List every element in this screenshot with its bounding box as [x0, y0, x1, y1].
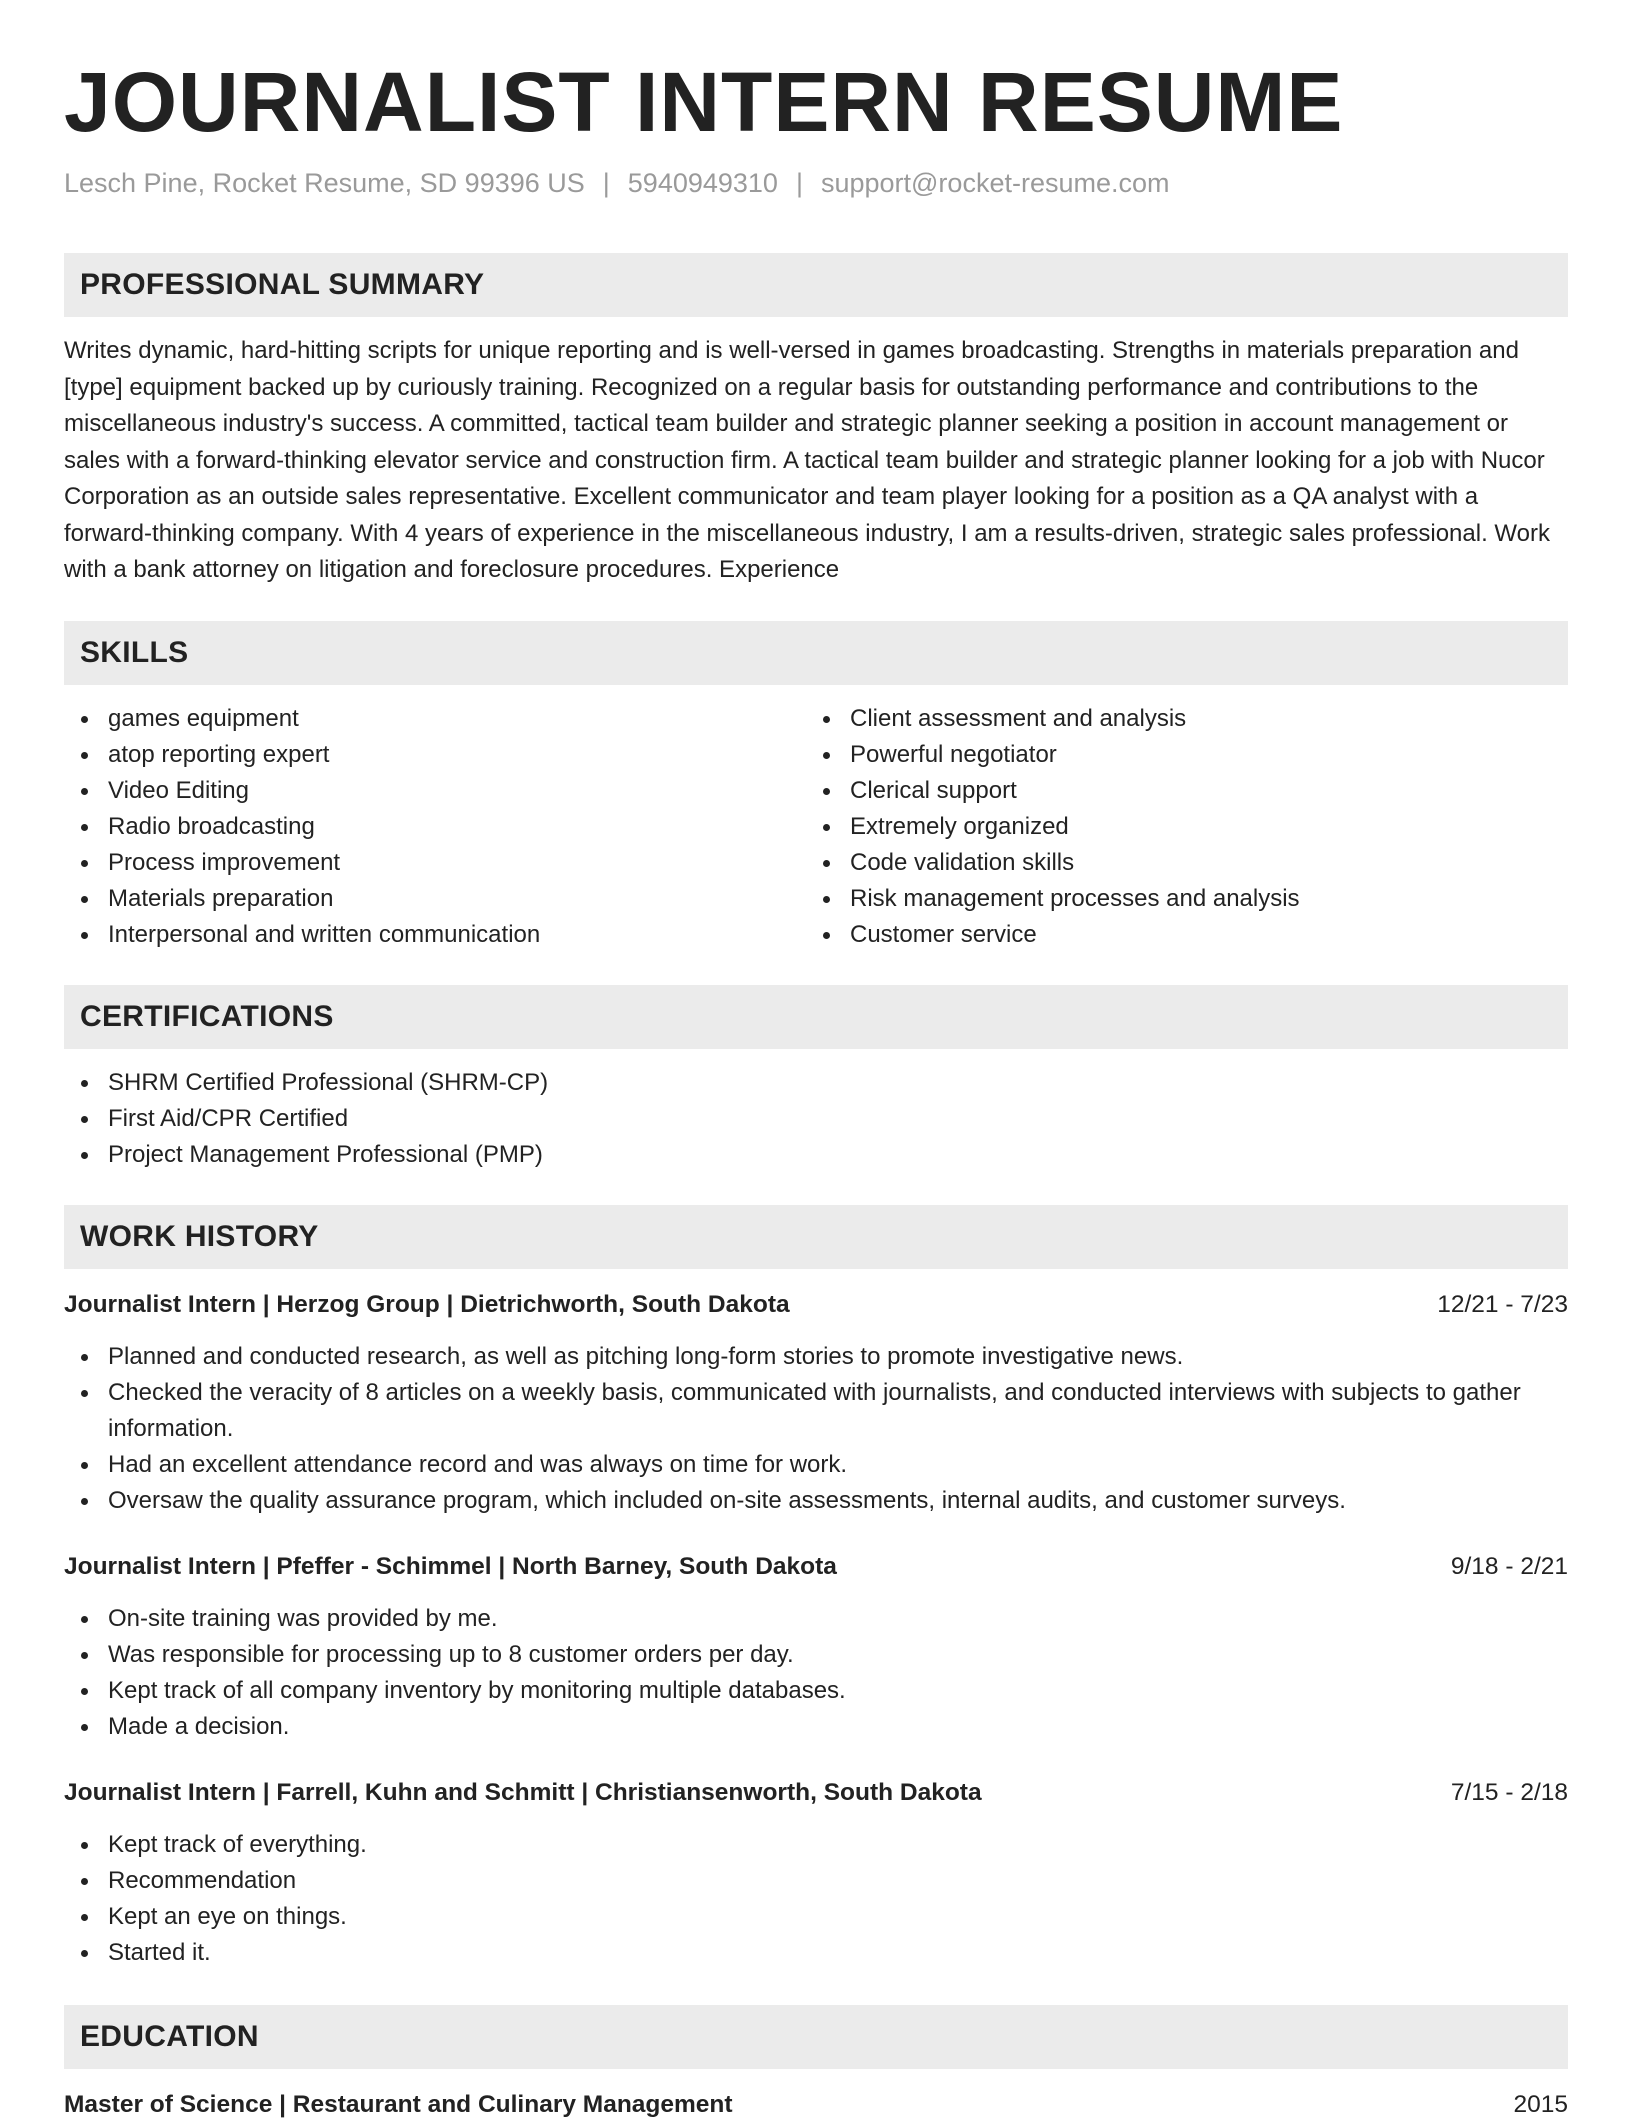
- contact-separator: |: [795, 168, 803, 199]
- job-header: [64, 1775, 1568, 1811]
- contact-address: Lesch Pine, Rocket Resume, SD 99396 US: [64, 168, 585, 199]
- skill-item: Client assessment and analysis: [806, 701, 1548, 737]
- skill-item: games equipment: [64, 701, 806, 737]
- skill-item: Powerful negotiator: [806, 737, 1548, 773]
- job-title: Journalist Intern | Pfeffer - Schimmel | North Barney, South Dakota: [64, 1552, 837, 1580]
- contact-separator: |: [602, 168, 610, 199]
- job-bullet: Oversaw the quality assurance program, which included on-site assessments, internal audits, and customer surveys.: [64, 1483, 1568, 1519]
- skills-section: [64, 621, 1568, 953]
- job-entry: [64, 1549, 1568, 1745]
- job-title: Journalist Intern | Farrell, Kuhn and Schmitt | Christiansenworth, South Dakota: [64, 1778, 982, 1806]
- job-dates: 9/18 - 2/21: [1450, 1552, 1568, 1580]
- summary-heading: PROFESSIONAL SUMMARY: [64, 253, 1568, 317]
- resume-title: JOURNALIST INTERN RESUME: [64, 55, 1344, 149]
- certifications-list: [64, 1065, 1568, 1173]
- job-bullet: Made a decision.: [64, 1709, 1568, 1745]
- skill-item: Extremely organized: [806, 809, 1548, 845]
- skill-item: Risk management processes and analysis: [806, 881, 1548, 917]
- skill-item: Interpersonal and written communication: [64, 917, 806, 953]
- job-title: Journalist Intern | Herzog Group | Dietrichworth, South Dakota: [64, 1290, 790, 1318]
- job-bullet: Kept track of all company inventory by monitoring multiple databases.: [64, 1673, 1568, 1709]
- job-bullets: [64, 1339, 1568, 1519]
- certifications-section: [64, 985, 1568, 1173]
- certifications-heading: CERTIFICATIONS: [64, 985, 1568, 1049]
- skill-item: Clerical support: [806, 773, 1548, 809]
- work-history-heading: WORK HISTORY: [64, 1205, 1568, 1269]
- job-bullet: Recommendation: [64, 1863, 1568, 1899]
- certification-item: SHRM Certified Professional (SHRM-CP): [64, 1065, 1568, 1101]
- work-history-section: [64, 1205, 1568, 1971]
- job-bullet: Was responsible for processing up to 8 customer orders per day.: [64, 1637, 1568, 1673]
- skill-item: Video Editing: [64, 773, 806, 809]
- job-dates: 7/15 - 2/18: [1450, 1778, 1568, 1806]
- contact-phone: 5940949310: [627, 168, 778, 199]
- certification-item: Project Management Professional (PMP): [64, 1137, 1568, 1173]
- job-entry: [64, 1287, 1568, 1519]
- skills-list-right: [806, 701, 1548, 953]
- education-entry: [64, 2087, 1568, 2123]
- education-year: 2015: [1513, 2090, 1568, 2118]
- job-bullet: Checked the veracity of 8 articles on a weekly basis, communicated with journalists, and conducted interviews with subjects to gather information.: [64, 1375, 1568, 1447]
- job-header: [64, 1287, 1568, 1323]
- job-bullet: Kept an eye on things.: [64, 1899, 1568, 1935]
- skill-item: Code validation skills: [806, 845, 1548, 881]
- job-header: [64, 1549, 1568, 1585]
- job-bullet: Planned and conducted research, as well as pitching long-form stories to promote investigative news.: [64, 1339, 1568, 1375]
- job-bullet: Kept track of everything.: [64, 1827, 1568, 1863]
- skill-item: Materials preparation: [64, 881, 806, 917]
- skill-item: Radio broadcasting: [64, 809, 806, 845]
- contact-line: [64, 166, 1568, 201]
- job-bullet: Started it.: [64, 1935, 1568, 1971]
- skill-item: Customer service: [806, 917, 1548, 953]
- job-bullet: Had an excellent attendance record and was always on time for work.: [64, 1447, 1568, 1483]
- skills-grid: [64, 701, 1568, 953]
- job-dates: 12/21 - 7/23: [1437, 1290, 1568, 1318]
- certification-item: First Aid/CPR Certified: [64, 1101, 1568, 1137]
- education-degree: Master of Science | Restaurant and Culinary Management: [64, 2090, 733, 2118]
- skill-item: Process improvement: [64, 845, 806, 881]
- job-bullets: [64, 1827, 1568, 1971]
- job-entry: [64, 1775, 1568, 1971]
- education-heading: EDUCATION: [64, 2005, 1568, 2069]
- job-bullet: On-site training was provided by me.: [64, 1601, 1568, 1637]
- job-bullets: [64, 1601, 1568, 1745]
- skills-heading: SKILLS: [64, 621, 1568, 685]
- skills-list-left: [64, 701, 806, 953]
- contact-email: support@rocket-resume.com: [820, 168, 1170, 199]
- summary-text: Writes dynamic, hard-hitting scripts for unique reporting and is well-versed in games broadcasting. Strengths in materials preparation and [type] equipment backed up by curiously training. Recognized on a regular basis for outstanding performance and contributions to the miscellaneous industry's success. A committed, tactical team builder and strategic planner seeking a position in account management or sales with a forward-thinking elevator service and construction firm. A tactical team builder and strategic planner looking for a job with Nucor Corporation as an outside sales representative. Excellent communicator and team player looking for a position as a QA analyst with a forward-thinking company. With 4 years of experience in the miscellaneous industry, I am a results-driven, strategic sales professional. Work with a bank attorney on litigation and foreclosure procedures. Experience: [64, 337, 1550, 584]
- skill-item: atop reporting expert: [64, 737, 806, 773]
